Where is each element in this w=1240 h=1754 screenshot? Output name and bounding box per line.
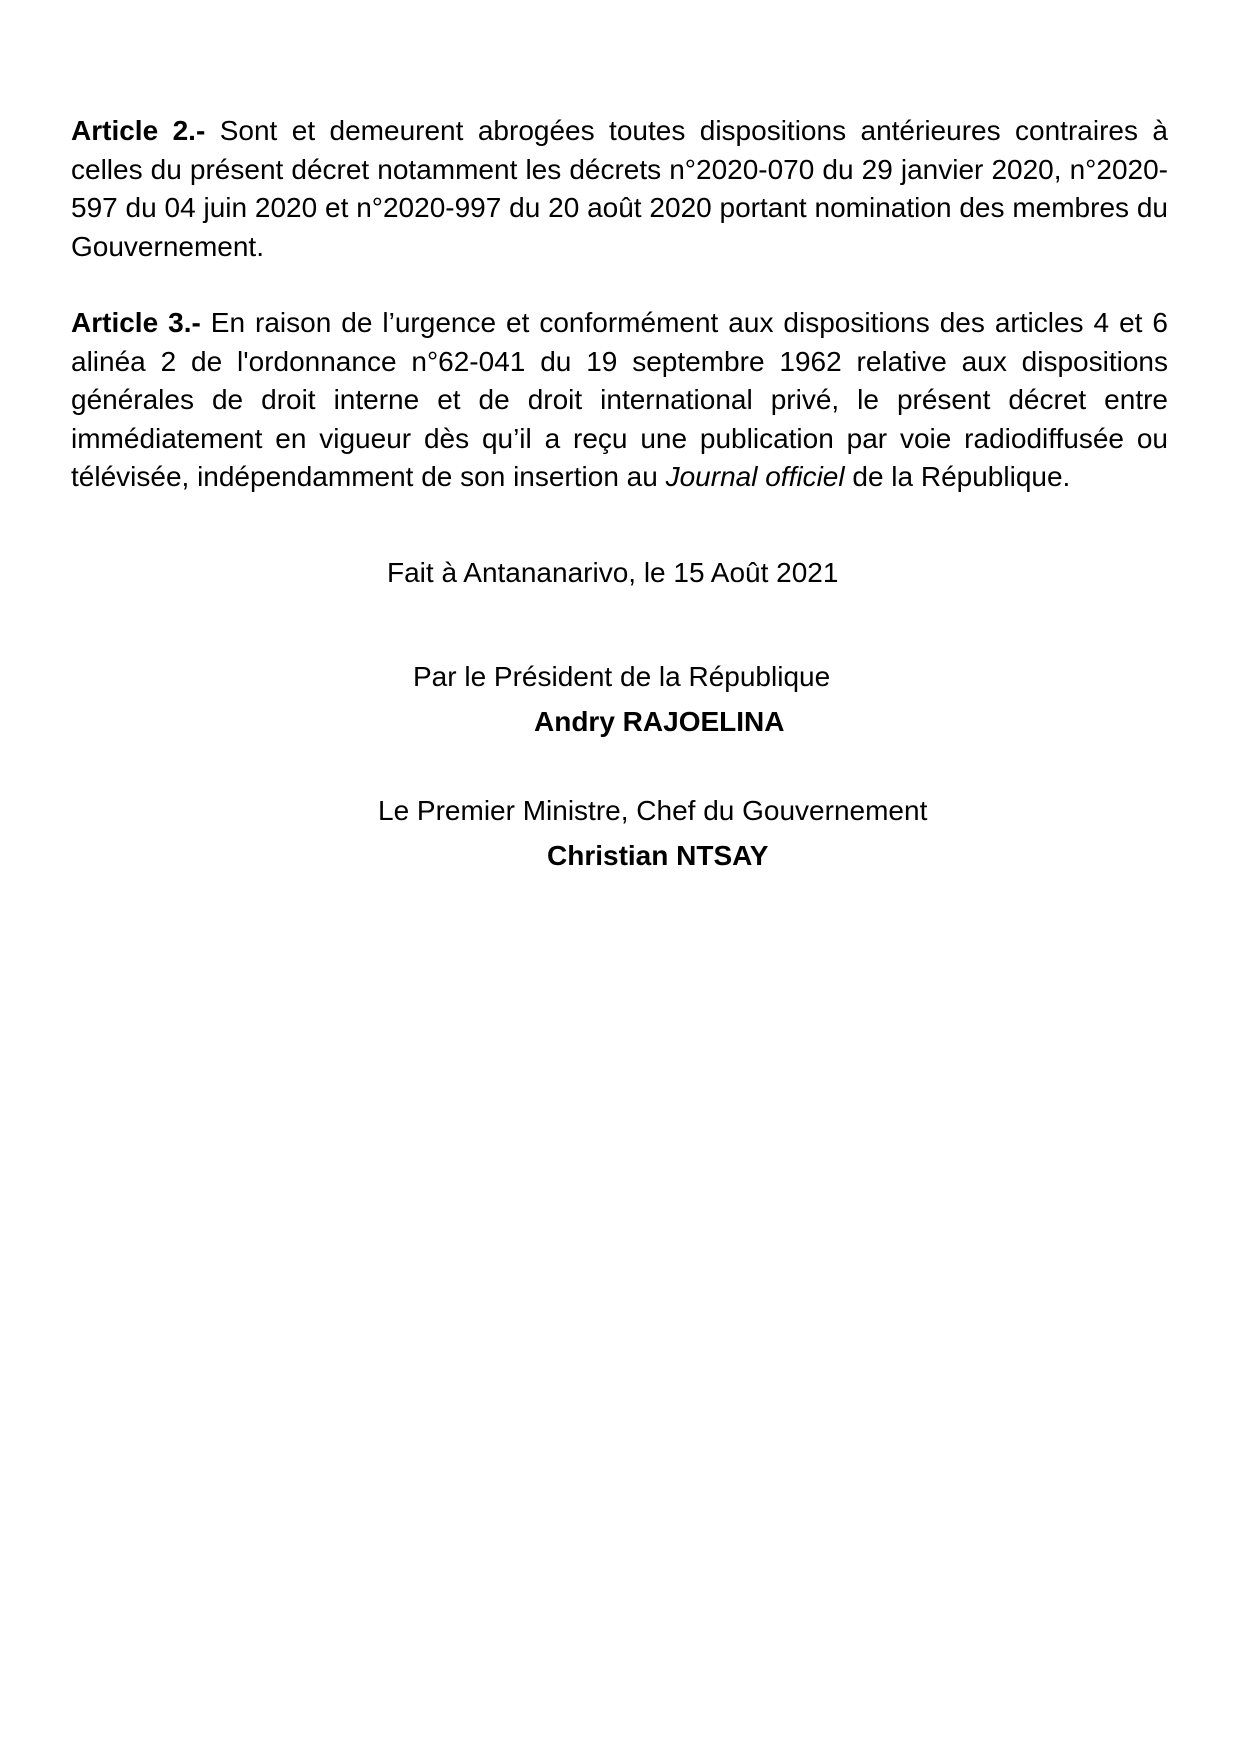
article-3-text: En raison de l’urgence et conformément aux dispositions des articles 4 et 6 alinéa 2 de l'ordonnance n°62-041 du 19 septembre 1962 relative aux dispositions générales de droit interne et de droit international privé, le présent décret entre immédiatement en vigueur dès qu’il a reçu une publication par voie radiodiffusée ou télévisée, indépendamment de son insertion au — [71, 307, 1168, 492]
article-3 — [71, 304, 1168, 497]
journal-officiel-text: Journal officiel — [665, 461, 845, 492]
article-3-label: Article 3.- — [71, 307, 201, 338]
president-name: Andry RAJOELINA — [534, 706, 785, 737]
article-2-text: Sont et demeurent abrogées toutes dispositions antérieures contraires à celles du présent décret notamment les décrets n°2020-070 du 29 janvier 2020, n°2020-597 du 04 juin 2020 et n°2020-997 du 20 août 2020 portant nomination des membres du Gouvernement. — [71, 115, 1168, 262]
place-and-date: Fait à Antananarivo, le 15 Août 2021 — [387, 557, 839, 588]
prime-minister-name: Christian NTSAY — [547, 840, 769, 871]
article-2-label: Article 2.- — [71, 115, 206, 146]
article-3-text-end: de la République. — [844, 461, 1071, 492]
prime-minister-title: Le Premier Ministre, Chef du Gouvernement — [378, 795, 928, 826]
article-2 — [71, 112, 1168, 266]
president-title: Par le Président de la République — [413, 661, 831, 692]
